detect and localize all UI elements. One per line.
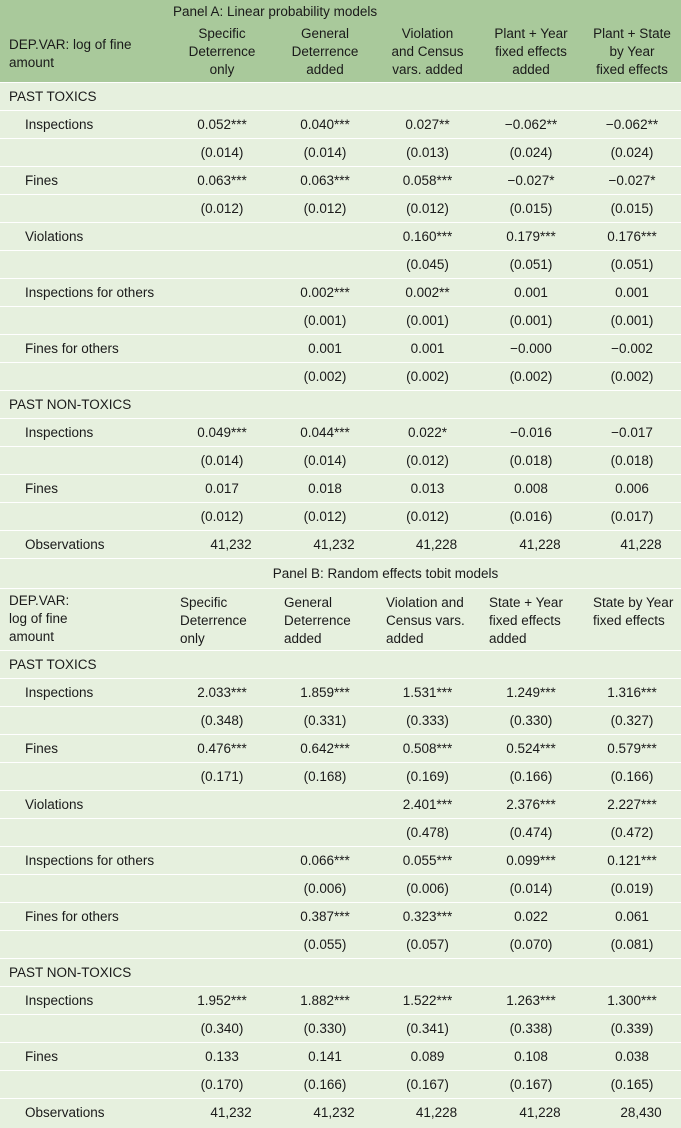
observations-label: Observations: [0, 530, 170, 558]
coef-cell: 0.063***: [274, 166, 376, 194]
se-cell: (0.081): [583, 930, 681, 958]
coef-cell: 0.108: [479, 1042, 583, 1070]
coef-cell: 1.859***: [274, 678, 376, 706]
column-header: [170, 22, 274, 82]
se-cell: (0.169): [376, 762, 479, 790]
coef-cell: 0.323***: [376, 902, 479, 930]
observations-cell: 41,232: [274, 530, 376, 558]
se-row: [0, 362, 681, 390]
row-label: Violations: [0, 222, 170, 250]
column-header-line: General: [284, 594, 333, 610]
se-cell: (0.055): [274, 930, 376, 958]
row-label: Inspections: [0, 418, 170, 446]
row-label: Fines for others: [0, 334, 170, 362]
coef-cell: 1.263***: [479, 986, 583, 1014]
se-cell: (0.012): [170, 194, 274, 222]
dep-var-text: DEP.VAR: log of fine amount: [9, 36, 132, 70]
se-cell: (0.330): [479, 706, 583, 734]
se-cell: (0.166): [274, 1070, 376, 1098]
se-cell: (0.165): [583, 1070, 681, 1098]
se-cell: (0.478): [376, 818, 479, 846]
se-cell: (0.001): [274, 306, 376, 334]
se-row: [0, 762, 681, 790]
coef-cell: 0.027**: [376, 110, 479, 138]
se-cell: (0.013): [376, 138, 479, 166]
column-header: [170, 588, 274, 650]
coef-row: [0, 278, 681, 306]
section-row: [0, 82, 681, 110]
se-row: [0, 250, 681, 278]
coef-cell: 0.579***: [583, 734, 681, 762]
coef-row: [0, 986, 681, 1014]
column-header: [583, 588, 681, 650]
se-cell: (0.340): [170, 1014, 274, 1042]
coef-cell: [170, 902, 274, 930]
blank-cell: [0, 1070, 170, 1098]
coef-cell: 0.018: [274, 474, 376, 502]
section-title: PAST TOXICS: [0, 82, 681, 110]
se-row: [0, 706, 681, 734]
coef-cell: 0.476***: [170, 734, 274, 762]
column-header: [479, 588, 583, 650]
se-cell: (0.014): [479, 874, 583, 902]
coef-cell: 0.063***: [170, 166, 274, 194]
column-header-line: Deterrence: [188, 43, 256, 59]
coef-row: [0, 678, 681, 706]
coef-cell: 0.524***: [479, 734, 583, 762]
column-header-line: Specific: [180, 594, 228, 610]
se-cell: (0.012): [274, 194, 376, 222]
coef-cell: 1.522***: [376, 986, 479, 1014]
column-header-line: fixed effects: [596, 61, 668, 77]
blank-cell: [0, 762, 170, 790]
coef-cell: 2.227***: [583, 790, 681, 818]
se-cell: [170, 306, 274, 334]
coef-cell: 0.001: [274, 334, 376, 362]
observations-row: [0, 1098, 681, 1126]
column-header-line: Specific: [198, 25, 246, 41]
se-row: [0, 306, 681, 334]
se-row: [0, 138, 681, 166]
column-header-line: Violation: [401, 25, 454, 41]
dep-var-label: [0, 22, 170, 82]
coef-cell: 0.022: [479, 902, 583, 930]
blank-cell: [0, 446, 170, 474]
coef-row: [0, 418, 681, 446]
coef-cell: [170, 222, 274, 250]
coef-cell: −0.002: [583, 334, 681, 362]
se-cell: (0.012): [376, 502, 479, 530]
blank-cell: [0, 930, 170, 958]
blank-cell: [0, 0, 170, 22]
coef-row: [0, 734, 681, 762]
coef-row: [0, 902, 681, 930]
se-cell: (0.012): [274, 502, 376, 530]
coef-cell: 0.049***: [170, 418, 274, 446]
coef-cell: 2.033***: [170, 678, 274, 706]
se-cell: (0.166): [583, 762, 681, 790]
coef-cell: 1.249***: [479, 678, 583, 706]
se-cell: [274, 250, 376, 278]
dep-var-label: [0, 588, 170, 650]
coef-row: [0, 334, 681, 362]
blank-cell: [0, 138, 170, 166]
se-cell: (0.348): [170, 706, 274, 734]
blank-cell: [0, 250, 170, 278]
blank-cell: [0, 306, 170, 334]
column-header-line: added: [306, 61, 344, 77]
blank-cell: [0, 362, 170, 390]
se-cell: (0.024): [583, 138, 681, 166]
panel-a-header-row: [0, 22, 681, 82]
row-label: Fines: [0, 734, 170, 762]
se-row: [0, 1014, 681, 1042]
se-cell: (0.006): [376, 874, 479, 902]
column-header-line: fixed effects: [489, 612, 561, 628]
se-cell: (0.016): [479, 502, 583, 530]
se-row: [0, 818, 681, 846]
se-cell: (0.014): [274, 138, 376, 166]
row-label: Inspections: [0, 986, 170, 1014]
se-cell: (0.171): [170, 762, 274, 790]
column-header-line: Deterrence: [291, 43, 359, 59]
coef-row: [0, 1042, 681, 1070]
se-cell: (0.002): [583, 362, 681, 390]
section-title: PAST TOXICS: [0, 650, 681, 678]
se-cell: (0.051): [583, 250, 681, 278]
coef-cell: 0.002**: [376, 278, 479, 306]
coef-cell: 1.952***: [170, 986, 274, 1014]
row-label: Inspections: [0, 678, 170, 706]
coef-cell: [170, 790, 274, 818]
coef-cell: 0.387***: [274, 902, 376, 930]
se-cell: (0.338): [479, 1014, 583, 1042]
observations-cell: 41,228: [376, 1098, 479, 1126]
observations-cell: 41,228: [376, 530, 479, 558]
column-header: [274, 22, 376, 82]
se-cell: (0.057): [376, 930, 479, 958]
coef-cell: 0.038: [583, 1042, 681, 1070]
column-header-line: by Year: [609, 43, 655, 59]
se-cell: (0.327): [583, 706, 681, 734]
se-cell: (0.018): [583, 446, 681, 474]
se-cell: (0.012): [170, 502, 274, 530]
coef-cell: 2.401***: [376, 790, 479, 818]
column-header-line: Deterrence: [180, 612, 247, 628]
blank-cell: [0, 1014, 170, 1042]
se-cell: [170, 874, 274, 902]
coef-cell: 0.099***: [479, 846, 583, 874]
coef-cell: 0.040***: [274, 110, 376, 138]
column-header-line: Census vars.: [386, 612, 465, 628]
section-row: [0, 958, 681, 986]
column-header-line: Violation and: [386, 594, 464, 610]
se-cell: (0.018): [479, 446, 583, 474]
section-title: PAST NON-TOXICS: [0, 958, 681, 986]
se-cell: (0.474): [479, 818, 583, 846]
observations-cell: 41,228: [583, 530, 681, 558]
section-row: [0, 390, 681, 418]
blank-cell: [0, 706, 170, 734]
coef-cell: 0.001: [376, 334, 479, 362]
se-cell: (0.001): [376, 306, 479, 334]
observations-cell: 41,228: [479, 530, 583, 558]
coef-cell: 0.141: [274, 1042, 376, 1070]
se-cell: (0.015): [583, 194, 681, 222]
column-header: [376, 588, 479, 650]
coef-row: [0, 474, 681, 502]
observations-row: [0, 530, 681, 558]
coef-cell: 2.376***: [479, 790, 583, 818]
se-cell: (0.012): [376, 194, 479, 222]
blank-cell: [0, 818, 170, 846]
coef-cell: −0.062**: [479, 110, 583, 138]
coef-cell: 0.001: [583, 278, 681, 306]
coef-cell: 0.002***: [274, 278, 376, 306]
observations-cell: 41,232: [274, 1098, 376, 1126]
coef-cell: 0.642***: [274, 734, 376, 762]
section-title: PAST NON-TOXICS: [0, 390, 681, 418]
blank-cell: [0, 194, 170, 222]
coef-cell: 0.066***: [274, 846, 376, 874]
se-cell: (0.170): [170, 1070, 274, 1098]
observations-cell: 41,232: [170, 1098, 274, 1126]
se-cell: [170, 250, 274, 278]
row-label: Inspections: [0, 110, 170, 138]
section-row: [0, 650, 681, 678]
column-header-line: Plant + Year: [494, 25, 568, 41]
column-header-line: Plant + State: [593, 25, 671, 41]
se-cell: (0.166): [479, 762, 583, 790]
se-cell: (0.015): [479, 194, 583, 222]
observations-cell: 41,232: [170, 530, 274, 558]
dep-var-line: log of fine: [9, 611, 68, 626]
se-cell: [274, 818, 376, 846]
se-cell: (0.019): [583, 874, 681, 902]
coef-cell: −0.062**: [583, 110, 681, 138]
row-label: Fines: [0, 474, 170, 502]
se-row: [0, 194, 681, 222]
coef-cell: [274, 790, 376, 818]
coef-row: [0, 790, 681, 818]
coef-cell: 0.052***: [170, 110, 274, 138]
coef-cell: 0.044***: [274, 418, 376, 446]
row-label: Violations: [0, 790, 170, 818]
se-cell: (0.001): [583, 306, 681, 334]
coef-cell: −0.017: [583, 418, 681, 446]
coef-row: [0, 846, 681, 874]
panel-title: Panel A: Linear probability models: [170, 0, 681, 22]
coef-cell: 0.008: [479, 474, 583, 502]
coef-cell: 0.058***: [376, 166, 479, 194]
coef-row: [0, 110, 681, 138]
se-cell: [170, 818, 274, 846]
se-cell: (0.070): [479, 930, 583, 958]
row-label: Fines: [0, 1042, 170, 1070]
column-header: [376, 22, 479, 82]
blank-cell: [0, 558, 170, 588]
row-label: Fines: [0, 166, 170, 194]
coef-cell: [170, 846, 274, 874]
column-header-line: added: [284, 630, 322, 646]
column-header-line: only: [180, 630, 205, 646]
se-cell: (0.012): [376, 446, 479, 474]
se-cell: (0.331): [274, 706, 376, 734]
dep-var-line: amount: [9, 629, 55, 644]
coef-cell: 0.121***: [583, 846, 681, 874]
se-cell: [170, 362, 274, 390]
observations-cell: 41,228: [479, 1098, 583, 1126]
se-cell: (0.333): [376, 706, 479, 734]
column-header-line: only: [209, 61, 235, 77]
coef-cell: 0.022*: [376, 418, 479, 446]
se-cell: (0.339): [583, 1014, 681, 1042]
column-header-line: fixed effects: [495, 43, 567, 59]
se-cell: (0.045): [376, 250, 479, 278]
column-header: [274, 588, 376, 650]
column-header-line: Deterrence: [284, 612, 351, 628]
coef-cell: 1.531***: [376, 678, 479, 706]
coef-cell: −0.027*: [479, 166, 583, 194]
se-row: [0, 446, 681, 474]
coef-cell: 0.089: [376, 1042, 479, 1070]
se-row: [0, 1070, 681, 1098]
se-cell: (0.472): [583, 818, 681, 846]
coef-row: [0, 166, 681, 194]
se-row: [0, 930, 681, 958]
coef-cell: 0.006: [583, 474, 681, 502]
coef-cell: 0.013: [376, 474, 479, 502]
observations-label: Observations: [0, 1098, 170, 1126]
coef-cell: 1.316***: [583, 678, 681, 706]
panel-title: Panel B: Random effects tobit models: [170, 558, 681, 588]
panel-b-title-row: [0, 558, 681, 588]
column-header-line: added: [386, 630, 424, 646]
column-header-line: State + Year: [489, 594, 563, 610]
column-header: [479, 22, 583, 82]
column-header-line: General: [300, 25, 350, 41]
coef-cell: −0.016: [479, 418, 583, 446]
column-header-line: fixed effects: [593, 612, 665, 628]
observations-cell: 28,430: [583, 1098, 681, 1126]
row-label: Inspections for others: [0, 846, 170, 874]
coef-cell: 0.061: [583, 902, 681, 930]
coef-cell: [170, 278, 274, 306]
se-cell: (0.006): [274, 874, 376, 902]
coef-cell: 0.179***: [479, 222, 583, 250]
column-header-line: and Census: [391, 43, 464, 59]
panel-a-title-row: [0, 0, 681, 22]
dep-var-line: DEP.VAR:: [9, 593, 70, 608]
se-cell: (0.002): [376, 362, 479, 390]
se-cell: (0.002): [274, 362, 376, 390]
coef-cell: 1.882***: [274, 986, 376, 1014]
se-cell: (0.017): [583, 502, 681, 530]
row-label: Fines for others: [0, 902, 170, 930]
se-cell: (0.024): [479, 138, 583, 166]
se-cell: (0.051): [479, 250, 583, 278]
coef-cell: [274, 222, 376, 250]
column-header-line: added: [512, 61, 550, 77]
se-row: [0, 502, 681, 530]
coef-row: [0, 222, 681, 250]
row-label: Inspections for others: [0, 278, 170, 306]
se-cell: (0.167): [479, 1070, 583, 1098]
se-cell: [170, 930, 274, 958]
se-cell: (0.014): [274, 446, 376, 474]
se-cell: (0.001): [479, 306, 583, 334]
coef-cell: −0.000: [479, 334, 583, 362]
se-cell: (0.002): [479, 362, 583, 390]
panel-b-header-row: [0, 588, 681, 650]
se-cell: (0.014): [170, 138, 274, 166]
blank-cell: [0, 874, 170, 902]
coef-cell: 0.176***: [583, 222, 681, 250]
coef-cell: 0.160***: [376, 222, 479, 250]
coef-cell: 0.133: [170, 1042, 274, 1070]
coef-cell: 0.508***: [376, 734, 479, 762]
coef-cell: −0.027*: [583, 166, 681, 194]
coef-cell: 0.001: [479, 278, 583, 306]
blank-cell: [0, 502, 170, 530]
se-cell: (0.168): [274, 762, 376, 790]
se-cell: (0.330): [274, 1014, 376, 1042]
se-cell: (0.167): [376, 1070, 479, 1098]
coef-cell: 0.055***: [376, 846, 479, 874]
coef-cell: 0.017: [170, 474, 274, 502]
column-header-line: added: [489, 630, 527, 646]
column-header-line: State by Year: [593, 594, 674, 610]
coef-cell: [170, 334, 274, 362]
column-header-line: vars. added: [392, 61, 463, 77]
coef-cell: 1.300***: [583, 986, 681, 1014]
se-cell: (0.014): [170, 446, 274, 474]
column-header: [583, 22, 681, 82]
se-cell: (0.341): [376, 1014, 479, 1042]
se-row: [0, 874, 681, 902]
